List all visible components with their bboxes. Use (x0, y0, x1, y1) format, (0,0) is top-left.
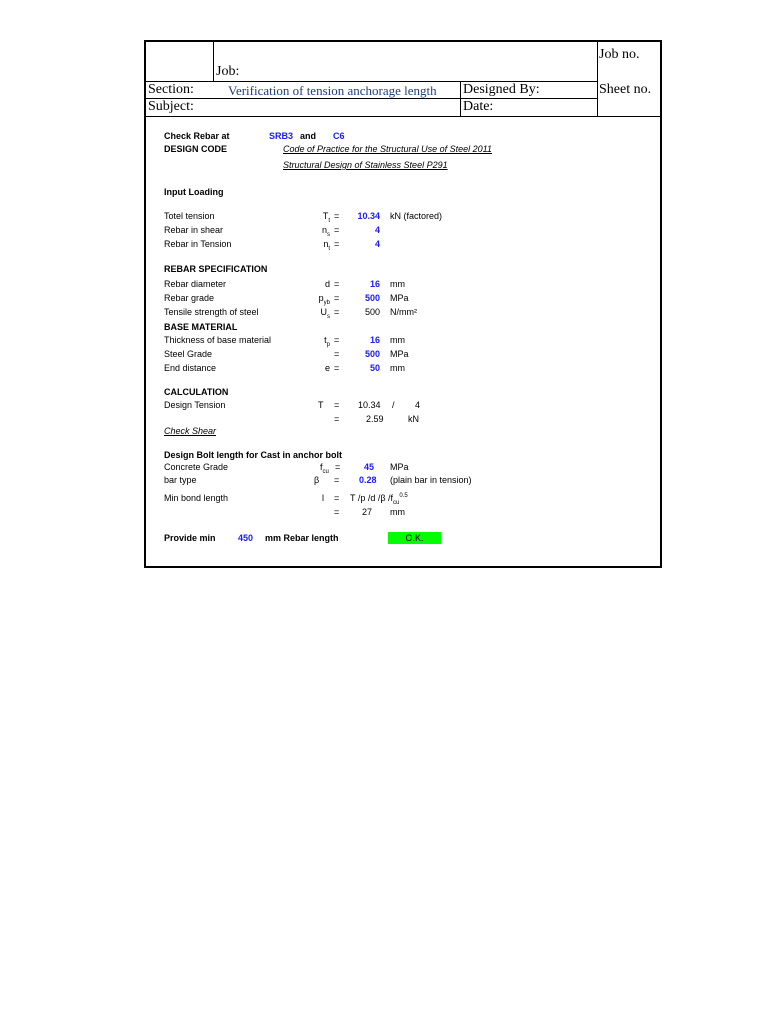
calc-sheet (144, 40, 662, 568)
param-unit: N/mm² (390, 307, 417, 317)
param-eq: = (334, 363, 340, 373)
param-unit: MPa (390, 349, 409, 359)
design-tension-eq: = (334, 400, 340, 410)
param-eq: = (334, 293, 340, 303)
param-label: End distance (164, 363, 217, 373)
param-symbol: $T_t$ (322, 211, 330, 224)
fcu-symbol: $f_{cu}$ (320, 462, 329, 475)
param-label: Steel Grade (164, 349, 213, 359)
param-unit: kN (factored) (390, 211, 443, 221)
param-eq: = (334, 335, 340, 345)
status-badge: O.K. (388, 532, 441, 544)
fcu-eq: = (335, 462, 341, 472)
subject-label: Subject: (148, 99, 194, 114)
bond-length-unit: mm (390, 507, 405, 517)
param-value: 16 (369, 335, 380, 345)
bond-length-value: 27 (362, 507, 373, 517)
param-label: Rebar in shear (164, 225, 224, 235)
param-unit: MPa (390, 293, 409, 303)
design-tension-result-eq: = (334, 414, 340, 424)
min-bond-label: Min bond length (164, 493, 229, 503)
param-symbol: d (324, 279, 330, 289)
param-unit: mm (390, 279, 405, 289)
designed-by-label: Designed By: (463, 82, 540, 97)
param-label: Totel tension (164, 211, 215, 221)
section-value: Verification of tension anchorage length (228, 83, 437, 98)
param-label: Tensile strength of steel (164, 307, 259, 317)
param-label: Rebar in Tension (164, 239, 232, 249)
bond-length-eq: = (334, 493, 340, 503)
check-rebar-label: Check Rebar at (164, 131, 230, 141)
rebar-spec-title: REBAR SPECIFICATION (164, 264, 268, 274)
design-code-label: DESIGN CODE (164, 144, 228, 154)
check-rebar-b: C6 (333, 131, 345, 141)
param-value: 500 (364, 293, 380, 303)
input-loading-title: Input Loading (164, 187, 224, 197)
header-divider (213, 42, 214, 81)
param-symbol: $U_s$ (320, 307, 330, 320)
design-code-1: Code of Practice for the Structural Use of Steel 2011 (283, 144, 492, 154)
design-tension-div: / (392, 400, 395, 410)
bond-length-symbol: l (322, 493, 324, 503)
bond-length-formula: T /p /d /β $/f_{cu}^{0.5}$ (350, 493, 408, 506)
design-tension-numerator: 10.34 (358, 400, 381, 410)
header-divider (146, 116, 662, 117)
param-eq: = (334, 279, 340, 289)
param-value: 50 (369, 363, 380, 373)
fcu-value: 45 (364, 462, 375, 472)
bar-type-label: bar type (164, 475, 197, 485)
bond-length-result-eq: = (334, 507, 340, 517)
param-eq: = (334, 211, 340, 221)
fcu-unit: MPa (390, 462, 409, 472)
section-label: Section: (148, 82, 194, 97)
check-shear-link: Check Shear (164, 426, 217, 436)
param-value: 4 (374, 239, 380, 249)
design-tension-denominator: 4 (415, 400, 421, 410)
calculation-title: CALCULATION (164, 387, 229, 397)
param-symbol: e (324, 363, 330, 373)
param-value: 10.34 (357, 211, 380, 221)
param-symbol: $n_t$ (323, 239, 330, 252)
param-unit: mm (390, 363, 405, 373)
provide-min-label: Provide min (164, 533, 216, 543)
sheet-no-label: Sheet no. (599, 82, 652, 97)
param-symbol: $t_p$ (324, 335, 330, 348)
param-symbol: $p_{yb}$ (318, 293, 330, 306)
header-divider (597, 42, 598, 116)
beta-note: (plain bar in tension) (390, 475, 472, 485)
param-label: Rebar grade (164, 293, 215, 303)
bolt-title: Design Bolt length for Cast in anchor bolt (164, 450, 343, 460)
date-label: Date: (463, 99, 494, 114)
param-eq: = (334, 307, 340, 317)
provide-min-value: 450 (238, 533, 254, 543)
concrete-grade-label: Concrete Grade (164, 462, 229, 472)
param-value: 500 (364, 307, 380, 317)
param-unit: mm (390, 335, 405, 345)
param-eq: = (334, 349, 340, 359)
design-code-2: Structural Design of Stainless Steel P291 (283, 160, 448, 170)
design-tension-result: 2.59 (366, 414, 384, 424)
param-symbol: $n_s$ (321, 225, 330, 238)
base-material-title: BASE MATERIAL (164, 322, 238, 332)
param-value: 16 (369, 279, 380, 289)
check-rebar-and: and (300, 131, 317, 141)
design-tension-symbol: T (318, 400, 324, 410)
param-label: Thickness of base material (164, 335, 272, 345)
param-label: Rebar diameter (164, 279, 227, 289)
beta-symbol: β (314, 475, 320, 485)
design-tension-label: Design Tension (164, 400, 226, 410)
beta-eq: = (334, 475, 340, 485)
job-label: Job: (216, 64, 240, 79)
param-value: 500 (364, 349, 380, 359)
provide-min-unit: mm Rebar length (265, 533, 339, 543)
job-no-label: Job no. (599, 47, 640, 62)
design-tension-unit: kN (408, 414, 419, 424)
param-eq: = (334, 225, 340, 235)
beta-value: 0.28 (359, 475, 377, 485)
param-eq: = (334, 239, 340, 249)
param-value: 4 (374, 225, 380, 235)
check-rebar-a: SRB3 (269, 131, 294, 141)
